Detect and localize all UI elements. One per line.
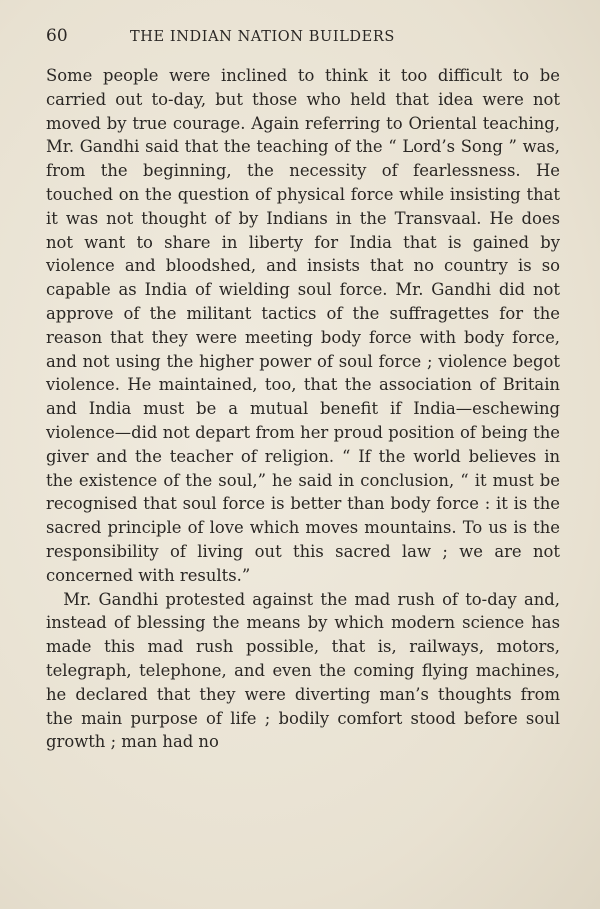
page-number: 60 bbox=[46, 26, 68, 46]
body-text bbox=[46, 64, 560, 754]
paragraph: Some people were inclined to think it too difficult to be carried out to-day, but those who held that idea were not moved by true courage. Again referring to Oriental teaching, Mr. Gandhi said that the teaching of the “ Lord’s Song ” was, from the beginning, the necessity of fearlessness. He touched on the question of physical force while insisting that it was not thought of by Indians in the Transvaal. He does not want to share in liberty for India that is gained by violence and bloodshed, and insists that no country is so capable as India of wielding soul force. Mr. Gandhi did not approve of the militant tactics of the suffragettes for the reason that they were meeting body force with body force, and not using the higher power of soul force ; violence begot violence. He maintained, too, that the association of Britain and India must be a mutual benefit if India—eschewing violence—did not depart from her proud position of being the giver and the teacher of religion. “ If the world believes in the existence of the soul,” he said in conclusion, “ it must be recognised that soul force is better than body force : it is the sacred principle of love which moves mountains. To us is the responsibility of living out this sacred law ; we are not concerned with results.” bbox=[46, 66, 560, 585]
running-title: THE INDIAN NATION BUILDERS bbox=[130, 29, 395, 45]
page-header bbox=[46, 26, 560, 52]
paragraph: Mr. Gandhi protested against the mad rush of to-day and, instead of blessing the means by which modern science has made this mad rush possible, that is, railways, motors, telegraph, telephone, and even the coming flying machines, he declared that they were diverting man’s thoughts from the main purpose of life ; bodily comfort stood before soul growth ; man had no bbox=[46, 589, 560, 752]
